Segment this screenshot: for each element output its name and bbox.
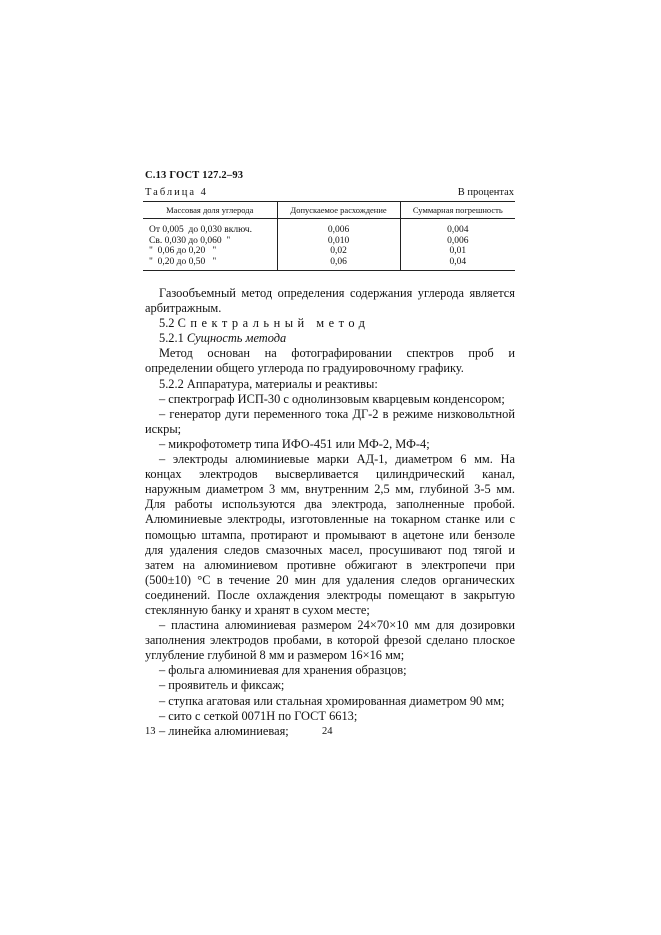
table-cell: 0,01 xyxy=(400,246,515,257)
list-item: – генератор дуги переменного тока ДГ-2 в режиме низковольтной искры; xyxy=(145,406,515,436)
page-number-left: 13 xyxy=(145,726,156,737)
paragraph: Газообъемный метод определения содержания углерода является арбитражным. xyxy=(145,286,515,316)
column-header: Суммарная погрешность xyxy=(400,202,515,219)
table-cell: Св. 0,030 до 0,060 " xyxy=(149,235,231,246)
section-title: Спектральный метод xyxy=(177,316,370,331)
paragraph: 5.2.2 Аппаратура, материалы и реактивы: xyxy=(159,376,378,391)
running-title: С.13 ГОСТ 127.2–93 xyxy=(145,170,244,181)
table-cell: 0,006 xyxy=(400,236,515,247)
table-row xyxy=(143,257,515,271)
column-header: Допускаемое расхождение xyxy=(277,202,400,219)
table-cell: 0,06 xyxy=(277,257,400,271)
table-row xyxy=(143,236,515,247)
section-number: 5.2 xyxy=(159,316,175,331)
body-text xyxy=(145,286,515,739)
table-cell: 0,04 xyxy=(400,257,515,271)
subsection-number: 5.2.1 xyxy=(159,331,184,346)
table-unit: В процентах xyxy=(457,187,514,198)
paragraph: Метод основан на фотографировании спектров проб и определении общего углерода по градуировочному графику. xyxy=(145,346,515,376)
table-row xyxy=(143,246,515,257)
column-header: Массовая доля углерода xyxy=(143,202,277,219)
list-item: – проявитель и фиксаж; xyxy=(159,678,285,693)
table-cell: 0,010 xyxy=(277,236,400,247)
table-row xyxy=(143,219,515,236)
table-cell: " 0,06 до 0,20 " xyxy=(149,246,217,256)
table-cell: От 0,005 до 0,030 включ. xyxy=(149,225,252,235)
section-heading xyxy=(145,316,515,331)
list-item: – микрофотометр типа ИФО-451 или МФ-2, МФ-4; xyxy=(159,436,430,451)
subsection-title: Сущность метода xyxy=(186,331,287,346)
list-item: – линейка алюминиевая; xyxy=(159,723,289,738)
subsection-heading xyxy=(145,331,515,346)
table-cell: 0,004 xyxy=(400,219,515,236)
list-item: – ступка агатовая или стальная хромированная диаметром 90 мм; xyxy=(159,693,505,708)
list-item: – спектрограф ИСП-30 с однолинзовым кварцевым конденсором; xyxy=(159,391,505,406)
table-header-row xyxy=(143,202,515,219)
list-item: – сито с сеткой 0071Н по ГОСТ 6613; xyxy=(159,708,358,723)
table-cell: 0,006 xyxy=(277,219,400,236)
table-cell: " 0,20 до 0,50 " xyxy=(143,257,277,271)
list-item: – фольга алюминиевая для хранения образцов; xyxy=(159,663,407,678)
data-table xyxy=(143,201,515,271)
table-label: Таблица 4 xyxy=(145,187,208,198)
page-number-center: 24 xyxy=(322,726,333,737)
list-item: – пластина алюминиевая размером 24×70×10 мм для дозировки заполнения электродов пробами, в которой фрезой сделано плоское углубление глубиной 8 мм и размером 16×16 мм; xyxy=(145,618,515,663)
table-cell: 0,02 xyxy=(277,246,400,257)
list-item: – электроды алюминиевые марки АД-1, диаметром 6 мм. На концах электродов высверливается цилиндрический канал, наружным диаметром 3 мм, внутренним 2,5 мм, глубиной 3-5 мм. Для работы используются два электрода, заполненные пробой. Алюминиевые электроды, изготовленные на токарном станке или с помощью штампа, протирают и промывают в ацетоне или бензоле для удаления следов смазочных масел, просушивают под тягой и затем на алюминиевом противне обжигают в электропечи при (500±10) °С в течение 20 мин для удаления следов органических соединений. После охлаждения электроды помещают в закрытую стеклянную банку и хранят в сухом месте; xyxy=(145,452,515,617)
